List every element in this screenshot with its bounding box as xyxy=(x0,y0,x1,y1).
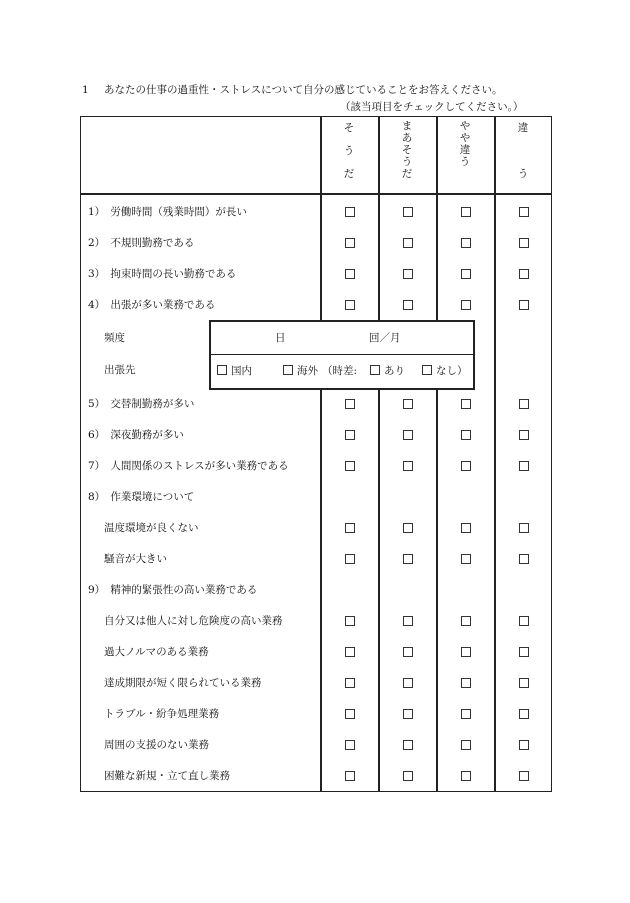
row-15-col-2-checkbox[interactable] xyxy=(403,647,413,657)
row-16-col-1-checkbox[interactable] xyxy=(345,678,355,688)
row-9-col-4-checkbox[interactable] xyxy=(519,461,529,471)
jetlag-yes-checkbox[interactable] xyxy=(370,365,380,375)
col-header-yayachigau: やや違う xyxy=(459,120,471,168)
row-7-col-2-checkbox[interactable] xyxy=(403,399,413,409)
row-3-col-4-checkbox[interactable] xyxy=(519,269,529,279)
business-trip-box xyxy=(209,320,475,390)
row-label-9: 9） 精神的緊張性の高い業務である xyxy=(88,584,258,596)
row-9-col-1-checkbox[interactable] xyxy=(345,461,355,471)
row-14-col-3-checkbox[interactable] xyxy=(461,616,471,626)
row-16-col-2-checkbox[interactable] xyxy=(403,678,413,688)
row-7-col-4-checkbox[interactable] xyxy=(519,399,529,409)
row-3-col-3-checkbox[interactable] xyxy=(461,269,471,279)
overseas-checkbox[interactable] xyxy=(283,365,293,375)
row-2-col-3-checkbox[interactable] xyxy=(461,238,471,248)
row-18-col-1-checkbox[interactable] xyxy=(345,740,355,750)
jetlag-open-label: （時差: xyxy=(322,365,358,377)
row-label-7: 7） 人間関係のストレスが多い業務である xyxy=(88,460,289,472)
row-14-col-2-checkbox[interactable] xyxy=(403,616,413,626)
row-label-6: 6） 深夜勤務が多い xyxy=(88,429,184,441)
instruction-text: （該当項目をチェックしてください。） xyxy=(340,101,524,113)
domestic-checkbox[interactable] xyxy=(217,365,227,375)
row-label-1: 1） 労働時間（残業時間）が長い xyxy=(88,206,247,218)
row-9-col-3-checkbox[interactable] xyxy=(461,461,471,471)
frequency-times-label: 回／月 xyxy=(369,332,401,344)
row-2-col-4-checkbox[interactable] xyxy=(519,238,529,248)
row-14-col-1-checkbox[interactable] xyxy=(345,616,355,626)
row-label-temperature: 温度環境が良くない xyxy=(104,522,199,534)
row-17-col-3-checkbox[interactable] xyxy=(461,709,471,719)
row-18-col-4-checkbox[interactable] xyxy=(519,740,529,750)
row-9-col-2-checkbox[interactable] xyxy=(403,461,413,471)
jetlag-no-label: なし） xyxy=(436,365,468,377)
row-label-destination: 出張先 xyxy=(104,364,136,376)
row-12-col-1-checkbox[interactable] xyxy=(345,554,355,564)
row-12-col-4-checkbox[interactable] xyxy=(519,554,529,564)
row-4-col-4-checkbox[interactable] xyxy=(519,300,529,310)
row-19-col-3-checkbox[interactable] xyxy=(461,771,471,781)
row-4-col-1-checkbox[interactable] xyxy=(345,300,355,310)
row-label-4: 4） 出張が多い業務である xyxy=(88,299,216,311)
row-4-col-3-checkbox[interactable] xyxy=(461,300,471,310)
row-8-col-2-checkbox[interactable] xyxy=(403,430,413,440)
row-11-col-1-checkbox[interactable] xyxy=(345,523,355,533)
row-18-col-3-checkbox[interactable] xyxy=(461,740,471,750)
col-header-chigau-top: 違 xyxy=(517,122,529,134)
row-19-col-1-checkbox[interactable] xyxy=(345,771,355,781)
row-label-nosupport: 周囲の支援のない業務 xyxy=(104,739,209,751)
row-14-col-4-checkbox[interactable] xyxy=(519,616,529,626)
question-text: あなたの仕事の過重性・ストレスについて自分の感じていることをお答えください。 xyxy=(104,84,503,96)
row-1-col-1-checkbox[interactable] xyxy=(345,207,355,217)
row-4-col-2-checkbox[interactable] xyxy=(403,300,413,310)
jetlag-yes-label: あり xyxy=(384,365,405,377)
col-header-sou-top: そ xyxy=(343,122,355,134)
row-2-col-2-checkbox[interactable] xyxy=(403,238,413,248)
row-11-col-2-checkbox[interactable] xyxy=(403,523,413,533)
row-3-col-2-checkbox[interactable] xyxy=(403,269,413,279)
overseas-label: 海外 xyxy=(297,365,318,377)
row-8-col-4-checkbox[interactable] xyxy=(519,430,529,440)
row-19-col-4-checkbox[interactable] xyxy=(519,771,529,781)
row-label-5: 5） 交替制勤務が多い xyxy=(88,398,195,410)
row-12-col-3-checkbox[interactable] xyxy=(461,554,471,564)
row-18-col-2-checkbox[interactable] xyxy=(403,740,413,750)
row-16-col-4-checkbox[interactable] xyxy=(519,678,529,688)
row-17-col-4-checkbox[interactable] xyxy=(519,709,529,719)
row-15-col-3-checkbox[interactable] xyxy=(461,647,471,657)
col-header-chigau-bottom: う xyxy=(517,168,529,180)
frequency-day-label: 日 xyxy=(275,332,286,344)
row-label-difficult: 困難な新規・立て直し業務 xyxy=(104,770,230,782)
row-label-2: 2） 不規則勤務である xyxy=(88,237,195,249)
row-16-col-3-checkbox[interactable] xyxy=(461,678,471,688)
row-2-col-1-checkbox[interactable] xyxy=(345,238,355,248)
row-label-quota: 過大ノルマのある業務 xyxy=(104,646,209,658)
row-3-col-1-checkbox[interactable] xyxy=(345,269,355,279)
row-17-col-1-checkbox[interactable] xyxy=(345,709,355,719)
row-19-col-2-checkbox[interactable] xyxy=(403,771,413,781)
jetlag-no-checkbox[interactable] xyxy=(422,365,432,375)
row-label-8: 8） 作業環境について xyxy=(88,491,195,503)
row-11-col-3-checkbox[interactable] xyxy=(461,523,471,533)
row-label-noise: 騒音が大きい xyxy=(104,553,167,565)
domestic-label: 国内 xyxy=(231,365,252,377)
col-header-sou-mid: う xyxy=(343,145,355,157)
row-8-col-3-checkbox[interactable] xyxy=(461,430,471,440)
row-11-col-4-checkbox[interactable] xyxy=(519,523,529,533)
row-label-frequency: 頻度 xyxy=(104,332,125,344)
row-1-col-2-checkbox[interactable] xyxy=(403,207,413,217)
row-17-col-2-checkbox[interactable] xyxy=(403,709,413,719)
row-12-col-2-checkbox[interactable] xyxy=(403,554,413,564)
col-header-sou-bottom: だ xyxy=(343,168,355,180)
row-label-danger: 自分又は他人に対し危険度の高い業務 xyxy=(104,615,283,627)
row-label-deadline: 達成期限が短く限られている業務 xyxy=(104,677,262,689)
question-number: 1 xyxy=(82,84,89,96)
row-7-col-1-checkbox[interactable] xyxy=(345,399,355,409)
row-1-col-4-checkbox[interactable] xyxy=(519,207,529,217)
row-8-col-1-checkbox[interactable] xyxy=(345,430,355,440)
row-15-col-1-checkbox[interactable] xyxy=(345,647,355,657)
row-15-col-4-checkbox[interactable] xyxy=(519,647,529,657)
col-header-maasouda: まあそうだ xyxy=(401,120,413,180)
row-label-trouble: トラブル・紛争処理業務 xyxy=(104,708,220,720)
row-1-col-3-checkbox[interactable] xyxy=(461,207,471,217)
row-label-3: 3） 拘束時間の長い勤務である xyxy=(88,268,237,280)
row-7-col-3-checkbox[interactable] xyxy=(461,399,471,409)
